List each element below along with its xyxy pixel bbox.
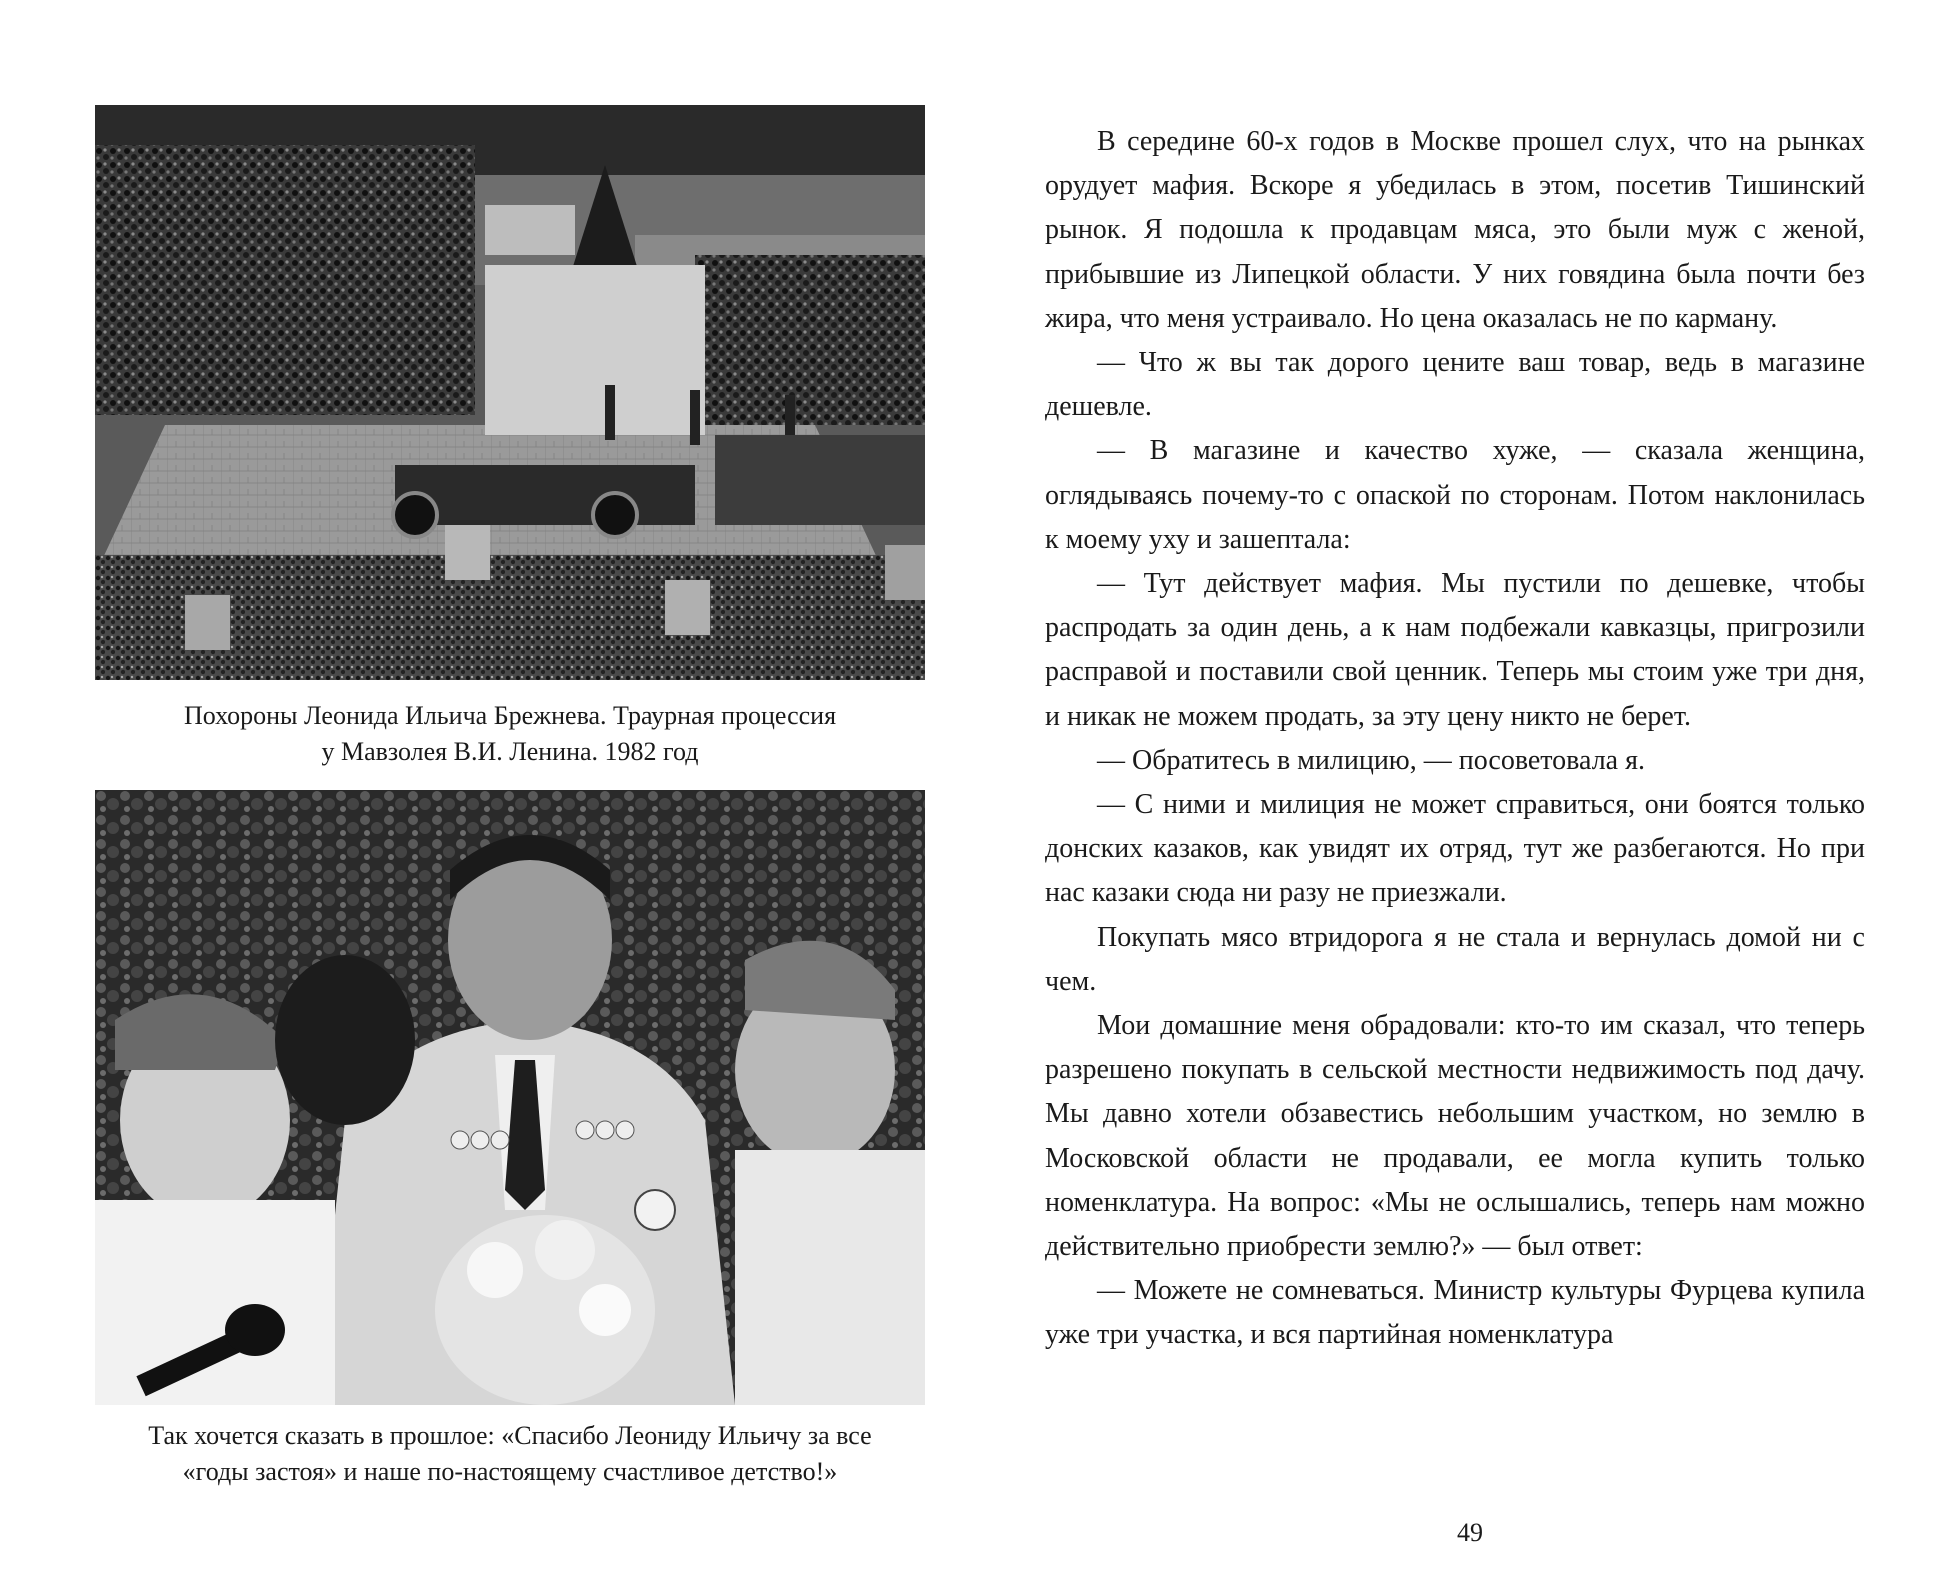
paragraph: Покупать мясо втридорога я не стала и вернулась домой ни с чем. — [1045, 921, 1865, 997]
paragraph: — Что ж вы так дорого цените ваш товар, ведь в магазине дешевле. — [1045, 347, 1865, 423]
caption-line: «годы застоя» и наше по-настоящему счастливое детство!» — [182, 1457, 838, 1486]
paragraph: — В магазине и качество хуже, — сказала женщина, оглядываясь почему-то с опаской по сторонам. Потом наклонилась к моему уху и зашептала: — [1045, 435, 1865, 555]
page-number: 49 — [1457, 1518, 1483, 1547]
caption-line: Так хочется сказать в прошлое: «Спасибо Леониду Ильичу за все — [148, 1421, 872, 1450]
caption-line: у Мавзолея В.И. Ленина. 1982 год — [321, 737, 699, 766]
paragraph: — С ними и милиция не может справиться, они боятся только донских казаков, как увидят их отряд, тут же разбегаются. Но при нас казаки сюда ни разу не приезжали. — [1045, 789, 1865, 909]
paragraph: В середине 60-х годов в Москве прошел слух, что на рынках орудует мафия. Вскоре я убедилась в этом, посетив Тишинский рынок. Я подошла к продавцам мяса, это были муж с женой, прибывшие из Липецкой области. У них говядина была почти без жира, что меня устраивало. Но цена оказалась не по карману. — [1045, 126, 1865, 334]
body-text-column — [1045, 120, 1865, 1358]
paragraph: Мои домашние меня обрадовали: кто-то им сказал, что теперь разрешено покупать в сельской местности недвижимость под дачу. Мы давно хотели обзавестись небольшим участком, но землю в Московской области не продавали, ее могла купить только номенклатура. На вопрос: «Мы не ослышались, теперь нам можно действительно приобрести землю?» — был ответ: — [1045, 1010, 1865, 1263]
photo-caption-brezhnev — [95, 1418, 925, 1490]
photo-funeral-procession — [95, 105, 925, 680]
paragraph: — Можете не сомневаться. Министр культуры Фурцева купила уже три участка, и вся партийная номенклатура — [1045, 1275, 1865, 1351]
photo-caption-funeral — [95, 698, 925, 770]
brezhnev-photo-image — [95, 790, 925, 1405]
paragraph: — Тут действует мафия. Мы пустили по дешевке, чтобы распродать за один день, а к нам подбежали кавказцы, пригрозили расправой и поставили свой ценник. Теперь мы стоим уже три дня, и никак не можем продать, за эту цену никто не берет. — [1045, 568, 1865, 732]
caption-line: Похороны Леонида Ильича Брежнева. Траурная процессия — [183, 701, 837, 730]
funeral-photo-image — [95, 105, 925, 680]
paragraph: — Обратитесь в милицию, — посоветовала я. — [1097, 744, 1645, 776]
photo-brezhnev-with-pioneers — [95, 790, 925, 1405]
